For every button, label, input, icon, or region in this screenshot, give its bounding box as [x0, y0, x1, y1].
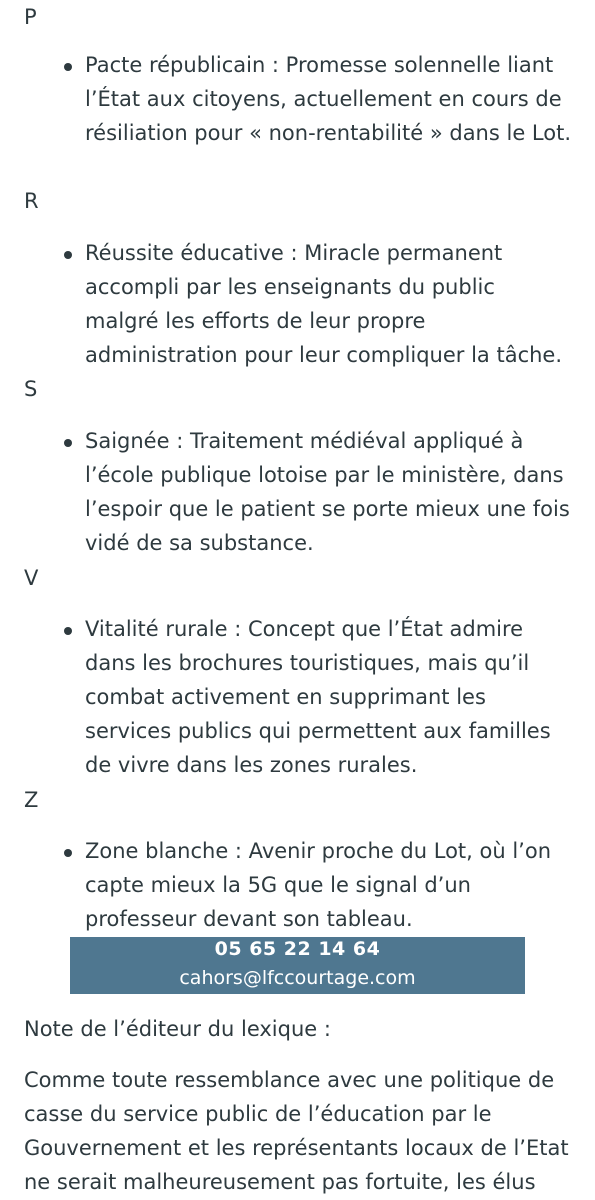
section-letter-r: R	[24, 189, 39, 213]
section-letter-p: P	[24, 5, 37, 29]
bullet-dot	[64, 251, 72, 259]
lexicon-entry-vitalite: Vitalité rurale : Concept que l’État admire dans les brochures touristiques, mais qu’il combat activement en supprimant les services publics qui permettent aux familles de vivre dans les zones rurales.	[85, 617, 551, 777]
bullet-dot	[64, 627, 72, 635]
advertisement-banner[interactable]	[70, 937, 525, 994]
bullet-dot	[64, 439, 72, 447]
lexicon-entry-saignee: Saignée : Traitement médiéval appliqué à l’école publique lotoise par le ministère, dans l’espoir que le patient se porte mieux une fois vidé de sa substance.	[85, 429, 570, 555]
section-letter-z: Z	[24, 788, 39, 812]
section-letter-s: S	[24, 377, 38, 401]
editor-note-heading: Note de l’éditeur du lexique :	[24, 1017, 331, 1041]
closing-paragraph: Comme toute ressemblance avec une politique de casse du service public de l’éducation par le Gouvernement et les représentants locaux de l’Etat ne serait malheureusement pas fortuite, les élus	[24, 1068, 569, 1194]
section-letter-v: V	[24, 566, 39, 590]
lexicon-entry-pacte: Pacte républicain : Promesse solennelle liant l’État aux citoyens, actuellement en cours de résiliation pour « non-rentabilité » dans le Lot.	[85, 53, 572, 145]
scrollbar[interactable]	[591, 0, 595, 1200]
lexicon-entry-reussite: Réussite éducative : Miracle permanent accompli par les enseignants du public malgré les efforts de leur propre administration pour leur compliquer la tâche.	[85, 241, 563, 367]
bullet-dot	[64, 849, 72, 857]
lexicon-entry-zone-blanche: Zone blanche : Avenir proche du Lot, où l’on capte mieux la 5G que le signal d’un professeur devant son tableau.	[85, 839, 551, 931]
ad-email-link[interactable]: cahors@lfccourtage.com	[179, 967, 416, 989]
bullet-dot	[64, 63, 72, 71]
ad-phone-number[interactable]: 05 65 22 14 64	[214, 938, 381, 960]
